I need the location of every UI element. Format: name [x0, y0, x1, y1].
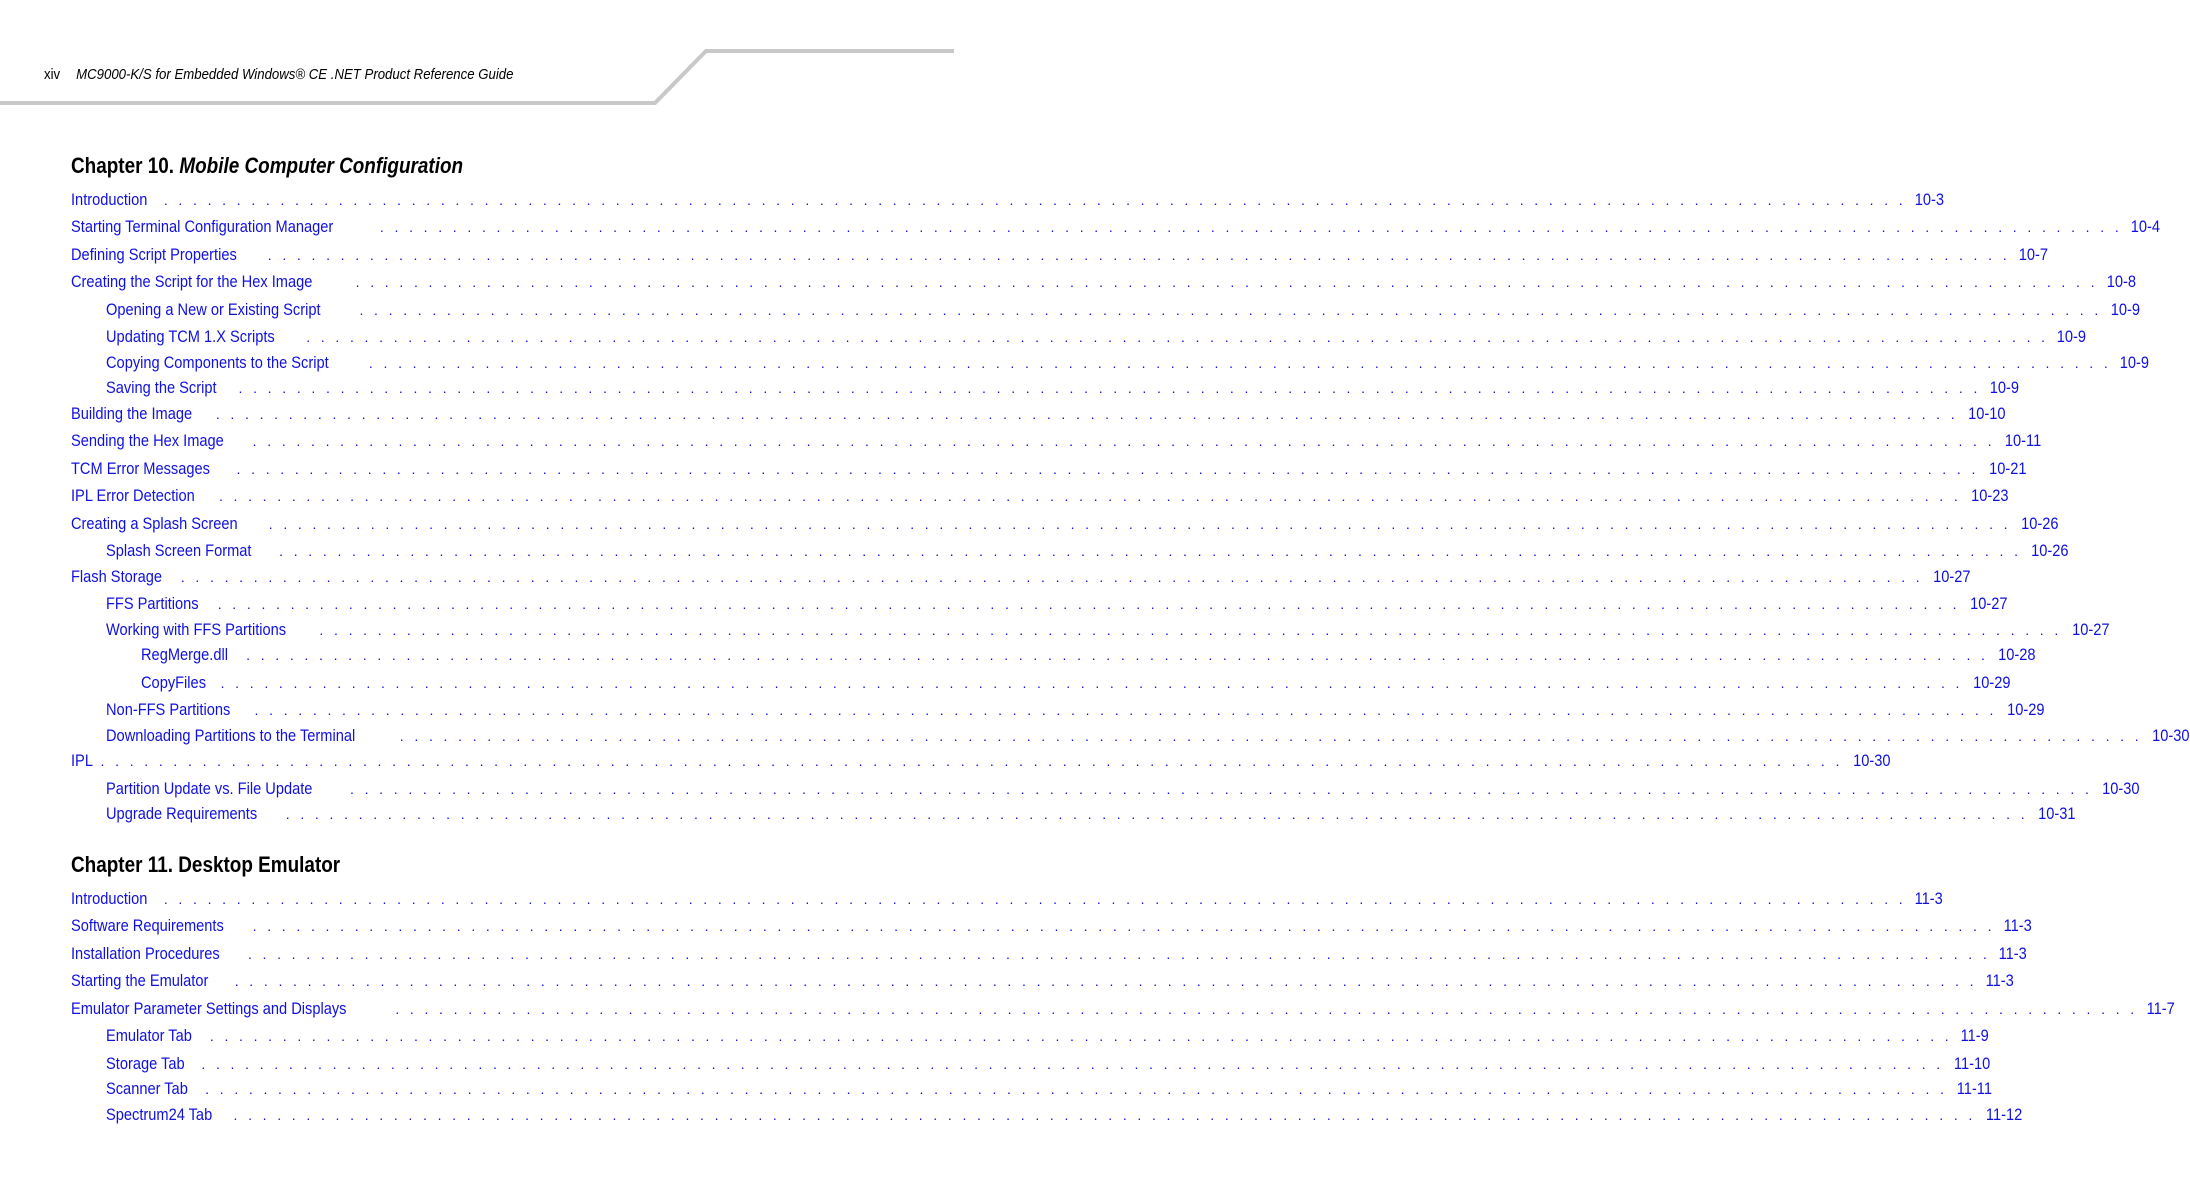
toc-entry[interactable]	[71, 998, 2175, 1020]
dot-leader: . . . . . . . . . . . . . . . . . . . . . . . . . . . . . . . . . . . . . . . . . . . . . . . . . . . . . . . . . . . . . . . . . . . . . . . . . . . . . . . . . . . . . . . . . . . . . . . . . . . . . . . . . . . . . . . . . . . . . . . .	[379, 219, 2123, 235]
dot-leader: . . . . . . . . . . . . . . . . . . . . . . . . . . . . . . . . . . . . . . . . . . . . . . . . . . . . . . . . . . . . . . . . . . . . . . . . . . . . . . . . . . . . . . . . . . . . . . . . . . . . . . . . . . . . . . . . . . . . . . . .	[252, 918, 1995, 934]
toc-entry-page: 10-28	[1998, 645, 2036, 664]
toc-entry-label: IPL	[71, 751, 93, 770]
toc-entry-label: Splash Screen Format	[106, 541, 252, 560]
toc-entry[interactable]	[106, 377, 2019, 399]
toc-entry[interactable]	[71, 566, 1971, 588]
toc-entry-page: 10-21	[1988, 459, 2027, 478]
dot-leader: . . . . . . . . . . . . . . . . . . . . . . . . . . . . . . . . . . . . . . . . . . . . . . . . . . . . . . . . . . . . . . . . . . . . . . . . . . . . . . . . . . . . . . . . . . . . . . . . . . . . . . . . . . . . . . . . . . . . . . . .	[359, 302, 2102, 318]
dot-leader: . . . . . . . . . . . . . . . . . . . . . . . . . . . . . . . . . . . . . . . . . . . . . . . . . . . . . . . . . . . . . . . . . . . . . . . . . . . . . . . . . . . . . . . . . . . . . . . . . . . . . . . . . . . . . . . . . . . . . . . .	[234, 973, 1977, 989]
toc-entry-page: 10-9	[2057, 327, 2087, 346]
toc-entry[interactable]	[71, 216, 2161, 238]
toc-entry-label: Working with FFS Partitions	[106, 620, 287, 639]
toc-entry-page: 10-30	[2152, 726, 2190, 745]
dot-leader: . . . . . . . . . . . . . . . . . . . . . . . . . . . . . . . . . . . . . . . . . . . . . . . . . . . . . . . . . . . . . . . . . . . . . . . . . . . . . . . . . . . . . . . . . . . . . . . . . . . . . . . . . . . . . . . . . . . . . . . .	[100, 753, 1843, 769]
dot-leader: . . . . . . . . . . . . . . . . . . . . . . . . . . . . . . . . . . . . . . . . . . . . . . . . . . . . . . . . . . . . . . . . . . . . . . . . . . . . . . . . . . . . . . . . . . . . . . . . . . . . . . . . . . . . . . . . . . . . . . . .	[236, 461, 1979, 477]
toc-entry[interactable]	[106, 725, 2190, 747]
toc-entry-label: Non-FFS Partitions	[106, 700, 231, 719]
chapter-title	[71, 151, 587, 181]
toc-entry[interactable]	[71, 970, 2014, 992]
dot-leader: . . . . . . . . . . . . . . . . . . . . . . . . . . . . . . . . . . . . . . . . . . . . . . . . . . . . . . . . . . . . . . . . . . . . . . . . . . . . . . . . . . . . . . . . . . . . . . . . . . . . . . . . . . . . . . . . . . . . . . . .	[285, 806, 2028, 822]
toc-entry-label: TCM Error Messages	[71, 459, 210, 478]
dot-leader: . . . . . . . . . . . . . . . . . . . . . . . . . . . . . . . . . . . . . . . . . . . . . . . . . . . . . . . . . . . . . . . . . . . . . . . . . . . . . . . . . . . . . . . . . . . . . . . . . . . . . . . . . . . . . . . . . . . . . . . .	[306, 329, 2049, 345]
dot-leader: . . . . . . . . . . . . . . . . . . . . . . . . . . . . . . . . . . . . . . . . . . . . . . . . . . . . . . . . . . . . . . . . . . . . . . . . . . . . . . . . . . . . . . . . . . . . . . . . . . . . . . . . . . . . . . . . . . . . . . . .	[350, 781, 2093, 797]
toc-entry-label: Defining Script Properties	[71, 245, 237, 264]
chapter-heading-11	[71, 850, 671, 880]
toc-entry-page: 10-10	[1968, 404, 2006, 423]
toc-entry-page: 10-27	[2071, 620, 2110, 639]
dot-leader: . . . . . . . . . . . . . . . . . . . . . . . . . . . . . . . . . . . . . . . . . . . . . . . . . . . . . . . . . . . . . . . . . . . . . . . . . . . . . . . . . . . . . . . . . . . . . . . . . . . . . . . . . . . . . . . . . . . . . . . .	[252, 433, 1995, 449]
dot-leader: . . . . . . . . . . . . . . . . . . . . . . . . . . . . . . . . . . . . . . . . . . . . . . . . . . . . . . . . . . . . . . . . . . . . . . . . . . . . . . . . . . . . . . . . . . . . . . . . . . . . . . . . . . . . . . . . . . . . . . . .	[319, 622, 2062, 638]
dot-leader: . . . . . . . . . . . . . . . . . . . . . . . . . . . . . . . . . . . . . . . . . . . . . . . . . . . . . . . . . . . . . . . . . . . . . . . . . . . . . . . . . . . . . . . . . . . . . . . . . . . . . . . . . . . . . . . . . . . . . . . .	[220, 675, 1963, 691]
toc-entry-label: Software Requirements	[71, 916, 224, 935]
toc-entry-page: 10-26	[2021, 514, 2059, 533]
toc-entry-label: Building the Image	[71, 404, 193, 423]
toc-entry-label: RegMerge.dll	[141, 645, 228, 664]
toc-entry-label: Introduction	[71, 889, 148, 908]
dot-leader: . . . . . . . . . . . . . . . . . . . . . . . . . . . . . . . . . . . . . . . . . . . . . . . . . . . . . . . . . . . . . . . . . . . . . . . . . . . . . . . . . . . . . . . . . . . . . . . . . . . . . . . . . . . . . . . . . . . . . . . .	[205, 1081, 1948, 1097]
toc-entry-label: Storage Tab	[106, 1054, 185, 1073]
toc-entry-label: Emulator Parameter Settings and Displays	[71, 999, 347, 1018]
toc-entry[interactable]	[141, 644, 2036, 666]
toc-entry-page: 10-7	[2018, 245, 2049, 264]
chapter-title	[71, 850, 587, 880]
toc-entry[interactable]	[71, 888, 1943, 910]
toc-entry[interactable]	[106, 352, 2150, 374]
chapter-prefix: Chapter 11.	[71, 852, 174, 877]
chapter-heading-10	[71, 151, 671, 181]
toc-entry[interactable]	[71, 430, 2042, 452]
toc-entry[interactable]	[106, 803, 2076, 825]
toc-entry-page: 11-3	[1985, 971, 2014, 990]
toc-entry-label: CopyFiles	[141, 673, 207, 692]
guide-title: MC9000-K/S for Embedded Windows® CE .NET Product Reference Guide	[76, 66, 514, 83]
toc-entry[interactable]	[71, 271, 2136, 293]
toc-entry-label: Sending the Hex Image	[71, 431, 224, 450]
dot-leader: . . . . . . . . . . . . . . . . . . . . . . . . . . . . . . . . . . . . . . . . . . . . . . . . . . . . . . . . . . . . . . . . . . . . . . . . . . . . . . . . . . . . . . . . . . . . . . . . . . . . . . . . . . . . . . . . . . . . . . . .	[267, 247, 2010, 263]
toc-entry-label: Installation Procedures	[71, 944, 220, 963]
running-header	[44, 66, 513, 83]
dot-leader: . . . . . . . . . . . . . . . . . . . . . . . . . . . . . . . . . . . . . . . . . . . . . . . . . . . . . . . . . . . . . . . . . . . . . . . . . . . . . . . . . . . . . . . . . . . . . . . . . . . . . . . . . . . . . . . . . . . . . . . .	[163, 891, 1907, 907]
toc-entry-page: 11-7	[2146, 999, 2175, 1018]
dot-leader: . . . . . . . . . . . . . . . . . . . . . . . . . . . . . . . . . . . . . . . . . . . . . . . . . . . . . . . . . . . . . . . . . . . . . . . . . . . . . . . . . . . . . . . . . . . . . . . . . . . . . . . . . . . . . . . . . . . . . . . .	[368, 355, 2112, 371]
toc-entry[interactable]	[106, 540, 2069, 562]
toc-entry[interactable]	[106, 593, 2008, 615]
chapter-subtitle: Desktop Emulator	[178, 852, 341, 877]
toc-entry[interactable]	[71, 244, 2049, 266]
toc-entry[interactable]	[71, 458, 2027, 480]
dot-leader: . . . . . . . . . . . . . . . . . . . . . . . . . . . . . . . . . . . . . . . . . . . . . . . . . . . . . . . . . . . . . . . . . . . . . . . . . . . . . . . . . . . . . . . . . . . . . . . . . . . . . . . . . . . . . . . . . . . . . . . .	[247, 946, 1991, 962]
chapter-subtitle: Mobile Computer Configuration	[179, 153, 464, 178]
toc-entry-label: Flash Storage	[71, 567, 163, 586]
toc-entry-page: 10-31	[2038, 804, 2076, 823]
toc-entry-label: Starting the Emulator	[71, 971, 209, 990]
dot-leader: . . . . . . . . . . . . . . . . . . . . . . . . . . . . . . . . . . . . . . . . . . . . . . . . . . . . . . . . . . . . . . . . . . . . . . . . . . . . . . . . . . . . . . . . . . . . . . . . . . . . . . . . . . . . . . . . . . . . . . . .	[238, 380, 1981, 396]
dot-leader: . . . . . . . . . . . . . . . . . . . . . . . . . . . . . . . . . . . . . . . . . . . . . . . . . . . . . . . . . . . . . . . . . . . . . . . . . . . . . . . . . . . . . . . . . . . . . . . . . . . . . . . . . . . . . . . . . . . . . . . .	[395, 1001, 2138, 1017]
dot-leader: . . . . . . . . . . . . . . . . . . . . . . . . . . . . . . . . . . . . . . . . . . . . . . . . . . . . . . . . . . . . . . . . . . . . . . . . . . . . . . . . . . . . . . . . . . . . . . . . . . . . . . . . . . . . . . . . . . . . . . . .	[180, 569, 1924, 585]
toc-entry-label: FFS Partitions	[106, 594, 199, 613]
toc-entry-label: Creating a Splash Screen	[71, 514, 238, 533]
dot-leader: . . . . . . . . . . . . . . . . . . . . . . . . . . . . . . . . . . . . . . . . . . . . . . . . . . . . . . . . . . . . . . . . . . . . . . . . . . . . . . . . . . . . . . . . . . . . . . . . . . . . . . . . . . . . . . . . . . . . . . . .	[399, 728, 2143, 744]
toc-entry-page: 10-11	[2004, 431, 2042, 450]
header-rule	[0, 0, 954, 110]
toc-entry-page: 10-27	[1933, 567, 1971, 586]
toc-entry-label: Upgrade Requirements	[106, 804, 258, 823]
toc-entry-page: 11-12	[1985, 1105, 2022, 1124]
toc-entry-label: Emulator Tab	[106, 1026, 192, 1045]
toc-entry-label: Updating TCM 1.X Scripts	[106, 327, 275, 346]
toc-entry-label: Introduction	[71, 190, 148, 209]
toc-entry-label: Copying Components to the Script	[106, 353, 329, 372]
dot-leader: . . . . . . . . . . . . . . . . . . . . . . . . . . . . . . . . . . . . . . . . . . . . . . . . . . . . . . . . . . . . . . . . . . . . . . . . . . . . . . . . . . . . . . . . . . . . . . . . . . . . . . . . . . . . . . . . . . . . . . . .	[268, 516, 2011, 532]
toc-entry-page: 10-8	[2106, 272, 2136, 291]
dot-leader: . . . . . . . . . . . . . . . . . . . . . . . . . . . . . . . . . . . . . . . . . . . . . . . . . . . . . . . . . . . . . . . . . . . . . . . . . . . . . . . . . . . . . . . . . . . . . . . . . . . . . . . . . . . . . . . . . . . . . . . .	[215, 406, 1959, 422]
toc-entry[interactable]	[106, 1078, 1993, 1100]
dot-leader: . . . . . . . . . . . . . . . . . . . . . . . . . . . . . . . . . . . . . . . . . . . . . . . . . . . . . . . . . . . . . . . . . . . . . . . . . . . . . . . . . . . . . . . . . . . . . . . . . . . . . . . . . . . . . . . . . . . . . . . .	[217, 596, 1960, 612]
toc-entry[interactable]	[71, 513, 2059, 535]
toc-entry-page: 11-3	[1914, 889, 1943, 908]
toc-entry-page: 11-11	[1957, 1079, 1993, 1098]
dot-leader: . . . . . . . . . . . . . . . . . . . . . . . . . . . . . . . . . . . . . . . . . . . . . . . . . . . . . . . . . . . . . . . . . . . . . . . . . . . . . . . . . . . . . . . . . . . . . . . . . . . . . . . . . . . . . . . . . . . . . . . .	[254, 702, 1997, 718]
toc-entry[interactable]	[106, 1104, 2022, 1126]
toc-entry[interactable]	[106, 778, 2140, 800]
toc-entry[interactable]	[71, 189, 1945, 211]
toc-entry-page: 10-3	[1914, 190, 1945, 209]
toc-entry-page: 10-27	[1970, 594, 2008, 613]
toc-entry-label: Creating the Script for the Hex Image	[71, 272, 313, 291]
toc-entry-page: 10-26	[2031, 541, 2069, 560]
toc-entry-page: 11-9	[1960, 1026, 1989, 1045]
toc-entry-page: 11-10	[1953, 1054, 1990, 1073]
toc-entry-page: 10-23	[1971, 486, 2009, 505]
toc-entry-page: 10-29	[1972, 673, 2011, 692]
toc-entry-page: 11-3	[2003, 916, 2032, 935]
dot-leader: . . . . . . . . . . . . . . . . . . . . . . . . . . . . . . . . . . . . . . . . . . . . . . . . . . . . . . . . . . . . . . . . . . . . . . . . . . . . . . . . . . . . . . . . . . . . . . . . . . . . . . . . . . . . . . . . . . . . . . . .	[201, 1056, 1944, 1072]
toc-entry-page: 10-9	[2119, 353, 2150, 372]
toc-entry-label: Spectrum24 Tab	[106, 1105, 213, 1124]
toc-entry-page: 10-4	[2130, 217, 2161, 236]
dot-leader: . . . . . . . . . . . . . . . . . . . . . . . . . . . . . . . . . . . . . . . . . . . . . . . . . . . . . . . . . . . . . . . . . . . . . . . . . . . . . . . . . . . . . . . . . . . . . . . . . . . . . . . . . . . . . . . . . . . . . . . .	[163, 192, 1907, 208]
toc-entry-page: 10-9	[2110, 300, 2140, 319]
toc-entry-label: Partition Update vs. File Update	[106, 779, 313, 798]
toc-entry-label: Scanner Tab	[106, 1079, 188, 1098]
toc-entry[interactable]	[106, 1025, 1989, 1047]
dot-leader: . . . . . . . . . . . . . . . . . . . . . . . . . . . . . . . . . . . . . . . . . . . . . . . . . . . . . . . . . . . . . . . . . . . . . . . . . . . . . . . . . . . . . . . . . . . . . . . . . . . . . . . . . . . . . . . . . . . . . . . .	[246, 647, 1989, 663]
toc-entry[interactable]	[106, 699, 2045, 721]
toc-entry[interactable]	[71, 915, 2032, 937]
dot-leader: . . . . . . . . . . . . . . . . . . . . . . . . . . . . . . . . . . . . . . . . . . . . . . . . . . . . . . . . . . . . . . . . . . . . . . . . . . . . . . . . . . . . . . . . . . . . . . . . . . . . . . . . . . . . . . . . . . . . . . . .	[279, 543, 2022, 559]
toc-entry-label: Saving the Script	[106, 378, 217, 397]
dot-leader: . . . . . . . . . . . . . . . . . . . . . . . . . . . . . . . . . . . . . . . . . . . . . . . . . . . . . . . . . . . . . . . . . . . . . . . . . . . . . . . . . . . . . . . . . . . . . . . . . . . . . . . . . . . . . . . . . . . . . . . .	[218, 488, 1962, 504]
toc-entry[interactable]	[106, 619, 2110, 641]
toc-entry[interactable]	[106, 326, 2087, 348]
chapter-prefix: Chapter 10.	[71, 153, 175, 178]
toc-entry[interactable]	[71, 403, 2006, 425]
toc-entry-label: Downloading Partitions to the Terminal	[106, 726, 356, 745]
toc-entry-page: 10-30	[2102, 779, 2140, 798]
toc-entry-label: Starting Terminal Configuration Manager	[71, 217, 334, 236]
dot-leader: . . . . . . . . . . . . . . . . . . . . . . . . . . . . . . . . . . . . . . . . . . . . . . . . . . . . . . . . . . . . . . . . . . . . . . . . . . . . . . . . . . . . . . . . . . . . . . . . . . . . . . . . . . . . . . . . . . . . . . . .	[233, 1107, 1976, 1123]
toc-entry-label: IPL Error Detection	[71, 486, 195, 505]
toc-entry[interactable]	[106, 1053, 1990, 1075]
toc-entry-page: 10-9	[1989, 378, 2019, 397]
dot-leader: . . . . . . . . . . . . . . . . . . . . . . . . . . . . . . . . . . . . . . . . . . . . . . . . . . . . . . . . . . . . . . . . . . . . . . . . . . . . . . . . . . . . . . . . . . . . . . . . . . . . . . . . . . . . . . . . . . . . . . . .	[355, 274, 2098, 290]
toc-entry-page: 10-30	[1852, 751, 1891, 770]
toc-entry[interactable]	[71, 750, 1891, 772]
toc-entry[interactable]	[141, 672, 2011, 694]
toc-entry[interactable]	[71, 485, 2009, 507]
toc-entry-page: 11-3	[1998, 944, 2027, 963]
toc-entry[interactable]	[106, 299, 2140, 321]
dot-leader: . . . . . . . . . . . . . . . . . . . . . . . . . . . . . . . . . . . . . . . . . . . . . . . . . . . . . . . . . . . . . . . . . . . . . . . . . . . . . . . . . . . . . . . . . . . . . . . . . . . . . . . . . . . . . . . . . . . . . . . .	[209, 1028, 1953, 1044]
toc-entry-page: 10-29	[2006, 700, 2045, 719]
page-number: xiv	[44, 66, 61, 83]
toc-entry-label: Opening a New or Existing Script	[106, 300, 321, 319]
toc-entry[interactable]	[71, 943, 2027, 965]
